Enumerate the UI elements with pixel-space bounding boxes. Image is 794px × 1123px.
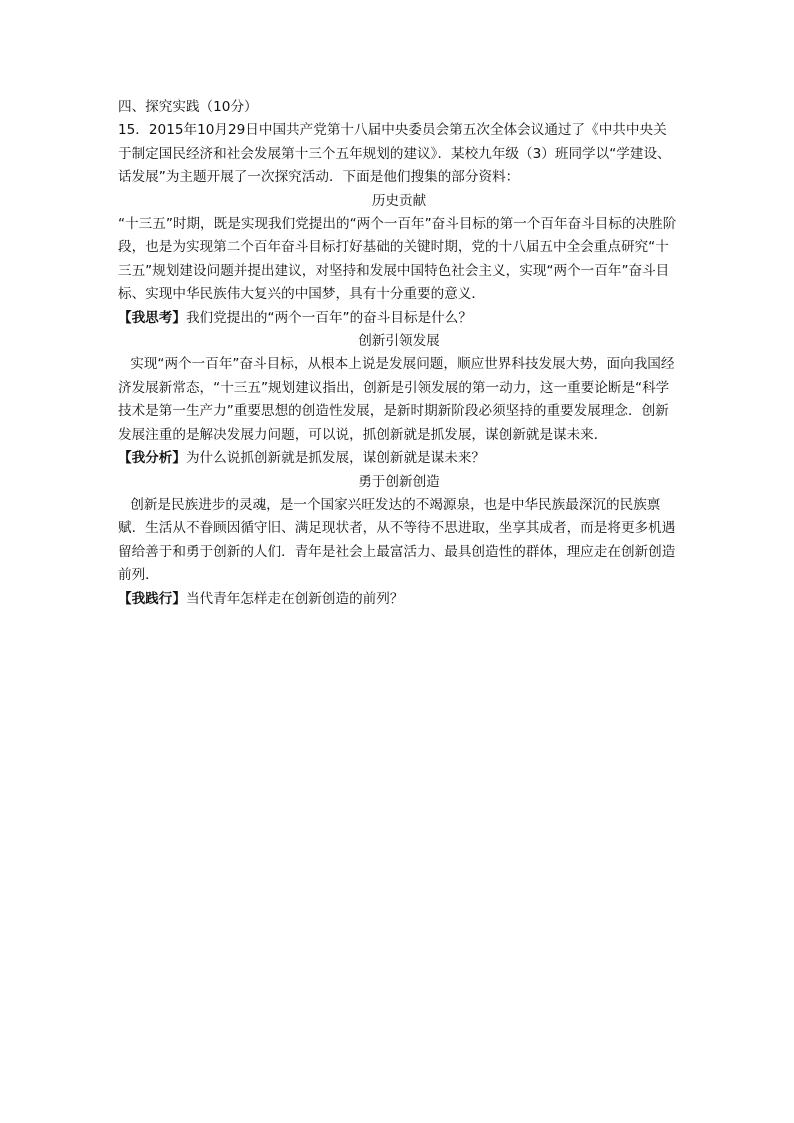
question-think-text: 我们党提出的“两个一百年”的奋斗目标是什么？ (185, 309, 472, 326)
question-analyze-text: 为什么说抓创新就是抓发展，谋创新就是谋未来？ (185, 450, 486, 467)
part-body-history: “十三五”时期，既是实现我们党提出的“两个一百年”奋斗目标的第一个百年奋斗目标的决胜阶段，也是为实现第二个百年奋斗目标打好基础的关键时期，党的十八届五中全会重点研究“十三五”规划建设问题并提出建议，对坚持和发展中国特色社会主义，实现“两个一百年”奋斗目标、实现中华民族伟大复兴的中国梦，具有十分重要的意义． (118, 216, 677, 303)
section-heading: 四、探究实践（10分） (118, 99, 258, 115)
question-practice-label: 【我践行】 (118, 590, 186, 607)
question-analyze (118, 447, 680, 470)
exam-page (118, 96, 680, 611)
question-think (118, 307, 680, 330)
part-body-creation: 创新是民族进步的灵魂，是一个国家兴旺发达的不竭源泉，也是中华民族最深沉的民族禀赋．生活从不眷顾因循守旧、满足现状者，从不等待不思进取，坐享其成者，而是将更多机遇留给善于和勇于创新的人们．青年是社会上最富活力、最具创造性的群体，理应走在创新创造前列． (118, 496, 676, 584)
part-body-innovation: 实现“两个一百年”奋斗目标，从根本上说是发展问题，顺应世界科技发展大势，面向我国经济发展新常态，“十三五”规划建议指出，创新是引领发展的第一动力，这一重要论断是“科学技术是第一生产力”重要思想的创造性发展，是新时期新阶段必须坚持的重要发展理念．创新发展注重的是解决发展力问题，可以说，抓创新就是抓发展，谋创新就是谋未来． (118, 356, 675, 443)
question-intro: 15．2015年10月29日中国共产党第十八届中央委员会第五次全体会议通过了《中共中央关于制定国民经济和社会发展第十三个五年规划的建议》．某校九年级（3）班同学以“学建设、话发展”为主题开展了一次探究活动．下面是他们搜集的部分资料： (118, 122, 671, 186)
question-practice (118, 588, 680, 611)
question-analyze-label: 【我分析】 (118, 450, 186, 467)
part-title-innovation: 创新引领发展 (358, 333, 440, 350)
part-title-history: 历史贡献 (371, 192, 427, 209)
part-title-creation: 勇于创新创造 (358, 473, 440, 490)
question-think-label: 【我思考】 (118, 309, 186, 326)
question-practice-text: 当代青年怎样走在创新创造的前列？ (185, 590, 404, 607)
